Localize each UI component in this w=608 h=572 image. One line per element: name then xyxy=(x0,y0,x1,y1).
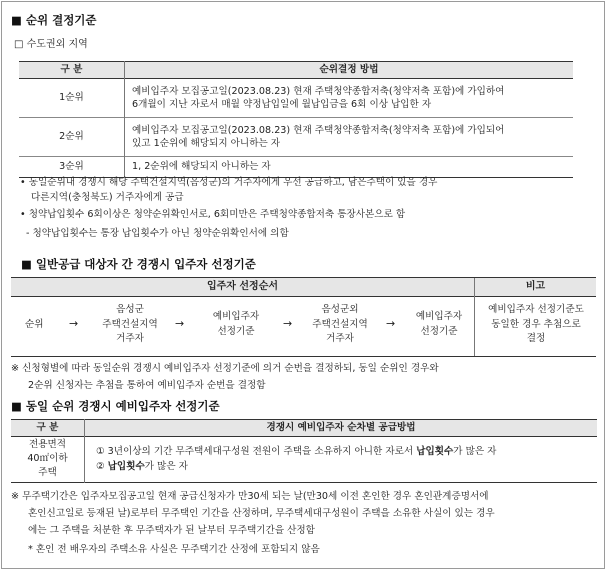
rank-desc-line: 6개월이 지난 자로서 매월 약정납입일에 월납입금을 6회 이상 납입한 자 xyxy=(132,99,432,110)
note-line: - 청약납입횟수는 통장 납입횟수가 아닌 청약순위확인서에 의함 xyxy=(26,228,289,239)
note-line: • 동일순위내 경쟁시 해당 주택건설지역(음성군)의 거주자에게 우선 공급하고, 남은주택이 있을 경우 xyxy=(20,177,438,188)
step-other-region: 음성군외 주택건설지역 거주자 xyxy=(312,304,368,344)
selection-order-header: 입주자 선정순서 xyxy=(11,278,475,297)
rank-desc-line: 1, 2순위에 해당되지 아니하는 자 xyxy=(132,161,271,173)
tiebreak-header-method: 경쟁시 예비입주자 순차별 공급방법 xyxy=(85,420,598,437)
right-arrow-icon: → xyxy=(69,317,79,330)
ranking-header-method: 순위결정 방법 xyxy=(125,62,574,79)
section2-title: ■ 일반공급 대상자 간 경쟁시 입주자 선정기준 xyxy=(21,257,256,271)
tiebreak-table xyxy=(11,419,597,483)
footnote-line: ※ 신청형별에 따라 동일순위 경쟁시 예비입주자 선정기준에 의거 순번을 결정하되, 동일 순위인 경우와 xyxy=(11,363,439,374)
footnote-line: * 혼인 전 배우자의 주택소유 사실은 무주택기간 산정에 포함되지 않음 xyxy=(28,544,320,555)
note-line: 다른지역(충청북도) 거주자에게 공급 xyxy=(31,192,184,203)
area-category: 전용면적 40㎡이하 주택 xyxy=(11,436,85,482)
section3-title: ■ 동일 순위 경쟁시 예비입주자 선정기준 xyxy=(11,399,220,413)
tiebreak-item-2: ② 납입횟수가 많은 자 xyxy=(96,461,188,472)
note-line: • 청약납입횟수 6회이상은 청약순위확인서로, 6회미만은 주택청약종합저축 통장사본으로 함 xyxy=(20,209,406,220)
section1-subtitle: □ 수도권외 지역 xyxy=(14,39,88,50)
note-text: 예비입주자 선정기준도 동일한 경우 추첨으로 결정 xyxy=(488,304,584,344)
tiebreak-header-category: 구 분 xyxy=(11,420,85,437)
note-header: 비고 xyxy=(475,278,596,297)
rank-label: 1순위 xyxy=(19,79,125,118)
rank-label: 2순위 xyxy=(19,118,125,157)
right-arrow-icon: → xyxy=(386,317,396,330)
table-row xyxy=(19,118,573,157)
table-row xyxy=(11,436,597,482)
table-row xyxy=(19,79,573,118)
right-arrow-icon: → xyxy=(175,317,185,330)
table-row xyxy=(19,157,573,178)
step-criteria: 예비입주자 선정기준 xyxy=(212,311,260,337)
rank-desc-line: 예비입주자 모집공고일(2023.08.23) 현재 주택청약종합저축(청약저축 포함)에 가입하여 xyxy=(132,85,505,97)
selection-order-box xyxy=(11,277,596,357)
step-region: 음성군 주택건설지역 거주자 xyxy=(102,304,158,344)
step-rank: 순위 xyxy=(25,319,44,330)
footnote-line: 에는 그 주택을 처분한 후 무주택자가 된 날부터 무주택기간을 산정함 xyxy=(28,525,315,536)
rank-label: 3순위 xyxy=(19,157,125,178)
rank-desc-line: 예비입주자 모집공고일(2023.08.23) 현재 주택청약종합저축(청약저축 포함)에 가입되어 xyxy=(132,124,505,136)
ranking-table xyxy=(19,61,573,178)
footnote-line: ※ 무주택기간은 입주자모집공고일 현재 공급신청자가 만30세 되는 날(만30세 이전 혼인한 경우 혼인관계증명서에 xyxy=(11,491,489,502)
section1-title: ■ 순위 결정기준 xyxy=(11,13,97,27)
footnote-line: 혼인신고일로 등재된 날)로부터 무주택인 기간을 산정하며, 무주택세대구성원이 주택을 소유한 사실이 있는 경우 xyxy=(28,508,495,519)
footnote-line: 2순위 신청자는 추첨을 통하여 예비입주자 순번을 결정함 xyxy=(28,380,266,391)
ranking-header-category: 구 분 xyxy=(19,62,125,79)
rank-desc-line: 있고 1순위에 해당되지 아니하는 자 xyxy=(132,138,281,149)
tiebreak-item-1: ① 3년이상의 기간 무주택세대구성원 전원이 주택을 소유하지 아니한 자로서 납입횟수가 많은 자 xyxy=(96,445,497,457)
step-criteria-final: 예비입주자 선정기준 xyxy=(415,311,463,337)
right-arrow-icon: → xyxy=(283,317,293,330)
